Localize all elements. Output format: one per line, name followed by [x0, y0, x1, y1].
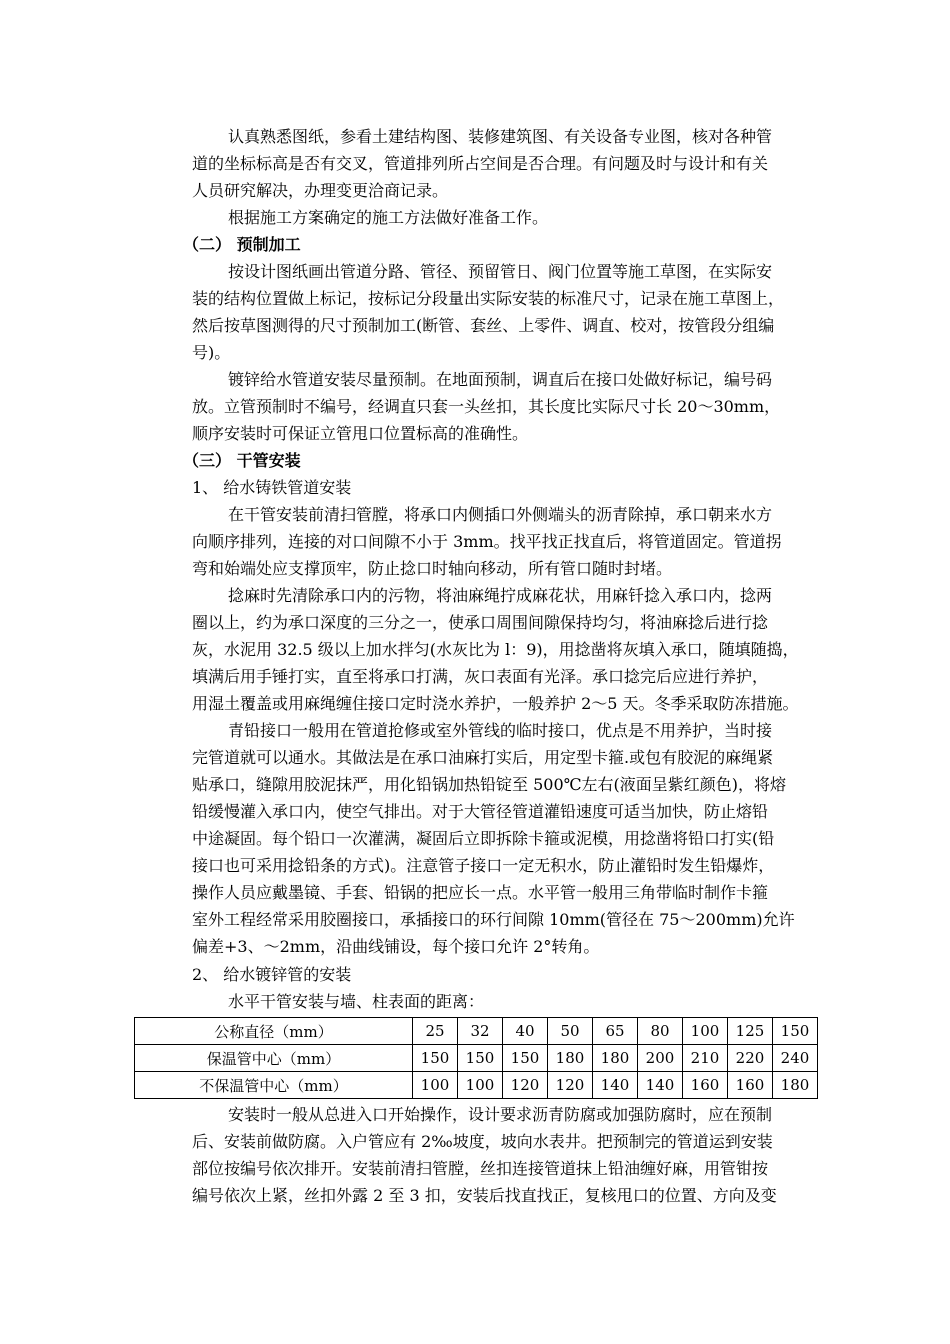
table-cell: 100 — [413, 1072, 458, 1099]
paragraph-line: 装的结构位置做上标记，按标记分段量出实际安装的标准尺寸，记录在施工草图上， — [192, 289, 785, 308]
subsection-heading: 1、 给水铸铁管道安装 — [192, 478, 352, 497]
table-cell: 180 — [548, 1045, 593, 1072]
pipe-distance-table — [134, 1017, 818, 1099]
table-cell: 140 — [593, 1072, 638, 1099]
table-row — [135, 1045, 818, 1072]
paragraph-line: 灰，水泥用 32.5 级以上加水拌匀(水灰比为 l：9)，用捻凿将灰填入承口，随填随捣， — [192, 640, 799, 659]
paragraph-line: 弯和始端处应支撑顶牢，防止捻口时轴向移动，所有管口随时封堵。 — [192, 559, 673, 578]
paragraph-line: 根据施工方案确定的施工方法做好准备工作。 — [228, 208, 549, 227]
table-cell: 220 — [728, 1045, 773, 1072]
paragraph-line: 在干管安装前清扫管膛，将承口内侧插口外侧端头的沥青除掉，承口朝来水方 — [228, 505, 773, 524]
subsection-heading: 2、 给水镀锌管的安装 — [192, 965, 352, 984]
table-cell: 25 — [413, 1018, 458, 1045]
table-cell: 180 — [593, 1045, 638, 1072]
paragraph-line: 捻麻时先清除承口内的污物，将油麻绳拧成麻花状，用麻钎捻入承口内，捻两 — [228, 586, 773, 605]
paragraph-line: 后、安装前做防腐。入户管应有 2‰坡度，坡向水表井。把预制完的管道运到安装 — [192, 1132, 773, 1151]
paragraph-line: 人员研究解决，办理变更洽商记录。 — [192, 181, 449, 200]
paragraph-line: 按设计图纸画出管道分路、管径、预留管日、阀门位置等施工草图，在实际安 — [228, 262, 773, 281]
paragraph-line: 水平干管安装与墙、柱表面的距离： — [228, 992, 485, 1011]
table-cell: 150 — [458, 1045, 503, 1072]
paragraph-line: 安装时一般从总进入口开始操作，设计要求沥青防腐或加强防腐时，应在预制 — [228, 1105, 773, 1124]
table-row-label: 保温管中心（mm） — [135, 1045, 413, 1072]
table-cell: 150 — [773, 1018, 818, 1045]
paragraph-line: 编号依次上紧，丝扣外露 2 至 3 扣，安装后找直找正，复核甩口的位置、方向及变 — [192, 1186, 777, 1205]
table-cell: 32 — [458, 1018, 503, 1045]
table-row — [135, 1072, 818, 1099]
table-row-label: 公称直径（mm） — [135, 1018, 413, 1045]
table-cell: 120 — [503, 1072, 548, 1099]
table-cell: 160 — [728, 1072, 773, 1099]
table-row — [135, 1018, 818, 1045]
paragraph-line: 偏差+3、～2mm，沿曲线铺设，每个接口允许 2°转角。 — [192, 937, 600, 956]
paragraph-line: 用湿土覆盖或用麻绳缠住接口定时浇水养护，一般养护 2～5 天。冬季采取防冻措施。 — [192, 694, 799, 713]
paragraph-line: 认真熟悉图纸，参看土建结构图、装修建筑图、有关设备专业图，核对各种管 — [228, 127, 773, 146]
paragraph-line: 填满后用手锤打实，直至将承口打满，灰口表面有光泽。承口捻完后应进行养护， — [192, 667, 769, 686]
table-cell: 125 — [728, 1018, 773, 1045]
paragraph-line: 向顺序排列，连接的对口间隙不小于 3mm。找平找正找直后，将管道固定。管道拐 — [192, 532, 782, 551]
paragraph-line: 圈以上，约为承口深度的三分之一，使承口周围间隙保持均匀，将油麻捻后进行捻 — [192, 613, 769, 632]
paragraph-line: 顺序安装时可保证立管甩口位置标高的准确性。 — [192, 424, 529, 443]
paragraph-line: 青铅接口一般用在管道抢修或室外管线的临时接口，优点是不用养护，当时接 — [228, 721, 773, 740]
paragraph-line: 贴承口，缝隙用胶泥抹严，用化铅锅加热铅锭至 500℃左右(液面呈紫红颜色)，将熔 — [192, 775, 787, 794]
table-cell: 210 — [683, 1045, 728, 1072]
section-heading: （二） 预制加工 — [183, 235, 301, 254]
table-cell: 240 — [773, 1045, 818, 1072]
table-cell: 180 — [773, 1072, 818, 1099]
table-cell: 200 — [638, 1045, 683, 1072]
table-cell: 150 — [413, 1045, 458, 1072]
paragraph-line: 部位按编号依次排开。安装前清扫管膛，丝扣连接管道抹上铅油缠好麻，用管钳按 — [192, 1159, 769, 1178]
table-cell: 140 — [638, 1072, 683, 1099]
table-cell: 40 — [503, 1018, 548, 1045]
table-cell: 100 — [683, 1018, 728, 1045]
table-cell: 80 — [638, 1018, 683, 1045]
paragraph-line: 室外工程经常采用胶圈接口，承插接口的环行间隙 10mm(管径在 75～200mm)允许 — [192, 910, 795, 929]
paragraph-line: 然后按草图测得的尺寸预制加工(断管、套丝、上零件、调直、校对，按管段分组编 — [192, 316, 775, 335]
paragraph-line: 操作人员应戴墨镜、手套、铅锅的把应长一点。水平管一般用三角带临时制作卡箍 — [192, 883, 769, 902]
table-cell: 120 — [548, 1072, 593, 1099]
table-cell: 50 — [548, 1018, 593, 1045]
table-row-label: 不保温管中心（mm） — [135, 1072, 413, 1099]
paragraph-line: 放。立管预制时不编号，经调直只套一头丝扣，其长度比实际尺寸长 20～30mm， — [192, 397, 781, 416]
paragraph-line: 中途凝固。每个铅口一次灌满，凝固后立即拆除卡箍或泥模，用捻凿将铅口打实(铅 — [192, 829, 775, 848]
paragraph-line: 接口也可采用捻铅条的方式)。注意管子接口一定无积水，防止灌铅时发生铅爆炸， — [192, 856, 775, 875]
section-heading: （三） 干管安装 — [183, 451, 301, 470]
table-cell: 100 — [458, 1072, 503, 1099]
paragraph-line: 铅缓慢灌入承口内，使空气排出。对于大管径管道灌铅速度可适当加快，防止熔铅 — [192, 802, 769, 821]
paragraph-line: 道的坐标标高是否有交叉，管道排列所占空间是否合理。有问题及时与设计和有关 — [192, 154, 769, 173]
table-cell: 150 — [503, 1045, 548, 1072]
paragraph-line: 完管道就可以通水。其做法是在承口油麻打实后，用定型卡箍.或包有胶泥的麻绳紧 — [192, 748, 774, 767]
table-cell: 65 — [593, 1018, 638, 1045]
paragraph-line: 号)。 — [192, 343, 231, 362]
table-cell: 160 — [683, 1072, 728, 1099]
paragraph-line: 镀锌给水管道安装尽量预制。在地面预制，调直后在接口处做好标记，编号码 — [228, 370, 773, 389]
